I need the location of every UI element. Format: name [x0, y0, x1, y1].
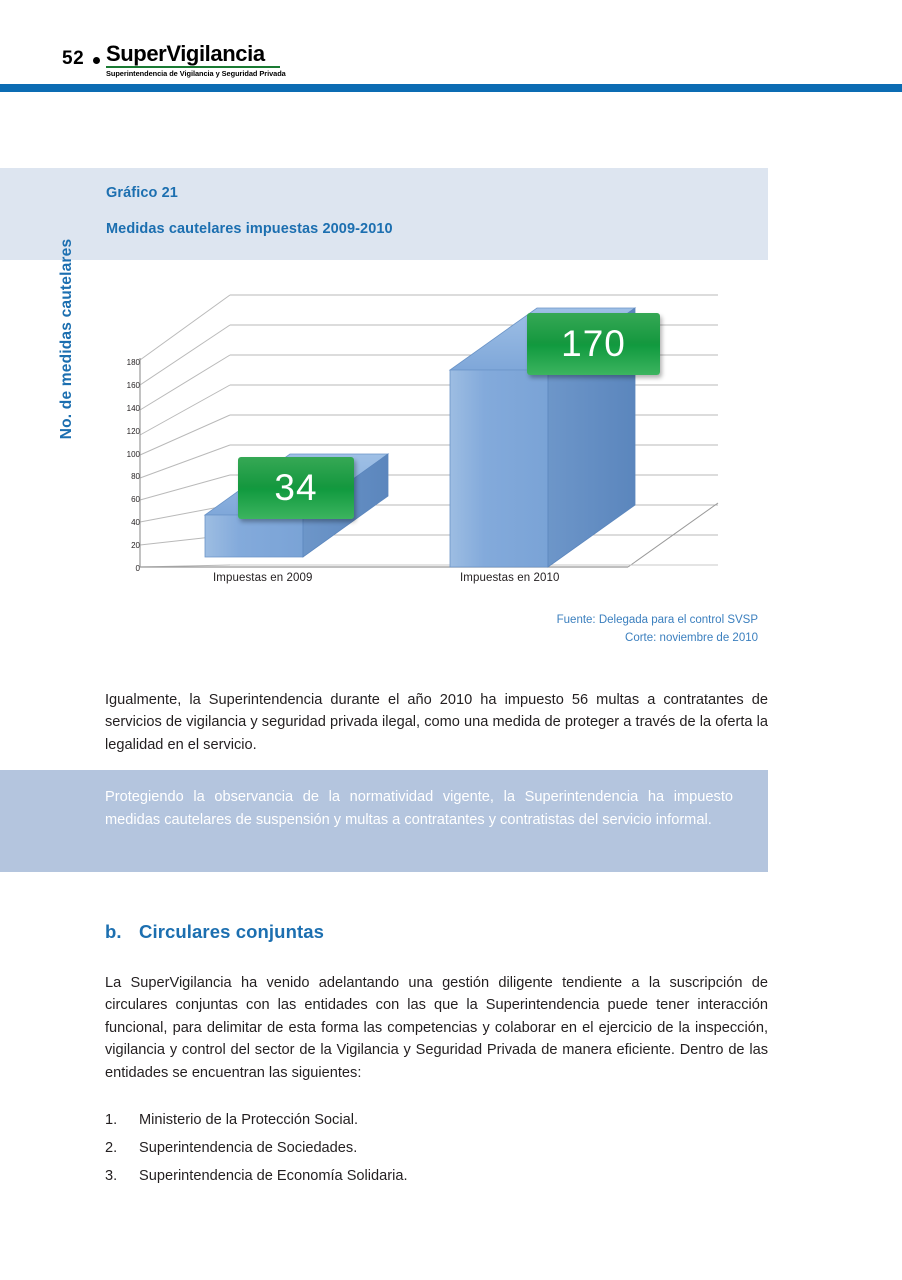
chart-plot-svg: [0, 0, 902, 620]
list-item: [105, 1162, 705, 1190]
y-axis-tick-120: 120: [126, 426, 140, 436]
source-line-2: Corte: noviembre de 2010: [625, 631, 758, 644]
list-item-marker: 2.: [105, 1140, 118, 1157]
y-axis-tick-40: 40: [131, 518, 140, 528]
paragraph-multas: Igualmente, la Superintendencia durante el año 2010 ha impuesto 56 multas a contratantes de servicios de vigilancia y seguridad privada ilegal, como una medida de proteger a través de la oferta la legalidad en el servicio.: [105, 691, 768, 753]
list-item-text: Superintendencia de Economía Solidaria.: [139, 1168, 408, 1185]
y-axis-tick-80: 80: [131, 472, 140, 482]
source-line-1: Fuente: Delegada para el control SVSP: [556, 614, 758, 626]
section-heading-circulares: [105, 921, 324, 943]
brand-subtitle: Superintendencia de Vigilancia y Seguridad Privada: [106, 68, 286, 78]
list-item-marker: 1.: [105, 1112, 118, 1128]
y-axis-tick-160: 160: [126, 380, 140, 390]
y-axis-tick-180: 180: [126, 358, 140, 367]
highlight-callout-text: Protegiendo la observancia de la normatividad vigente, la Superintendencia ha impuesto medidas cautelares de suspensión y multas a contratantes y contratistas del servicio informal.: [105, 789, 733, 828]
y-axis-tick-140: 140: [126, 403, 140, 413]
brand-name: SuperVigilancia: [106, 41, 265, 66]
section-letter: b.: [105, 921, 122, 943]
entities-list: [105, 1106, 705, 1190]
y-axis-tick-0: 0: [135, 564, 140, 573]
page-number: 52: [62, 48, 85, 69]
y-axis-title: No. de medidas cautelares: [58, 238, 75, 440]
y-axis-tick-60: 60: [131, 495, 140, 505]
section-title: Circulares conjuntas: [139, 921, 325, 943]
chart-source-note: [360, 612, 758, 648]
list-item: [105, 1134, 705, 1162]
paragraph-circulares: La SuperVigilancia ha venido adelantando una gestión diligente tendiente a la suscripción de circulares conjuntas con las entidades con las que la Superintendencia puede tener interacción funcional, para delimitar de esta forma las competencias y colaborar en el ejercicio de la inspección, vigilancia y control del sector de la Vigilancia y Seguridad Privada de manera eficiente. Dentro de las entidades se encuentran las siguientes:: [105, 974, 768, 1082]
data-label-2010: 170: [527, 313, 660, 375]
list-item: [105, 1106, 705, 1134]
data-label-2009: 34: [238, 457, 354, 519]
list-item-marker: 3.: [105, 1168, 118, 1185]
y-axis-tick-100: 100: [126, 449, 140, 459]
list-item-text: Superintendencia de Sociedades.: [139, 1140, 358, 1157]
category-label-2009: Impuestas en 2009: [213, 572, 313, 584]
figure-title: Medidas cautelares impuestas 2009-2010: [106, 221, 393, 237]
list-item-text: Ministerio de la Protección Social.: [139, 1112, 359, 1128]
category-label-2010: Impuestas en 2010: [460, 572, 560, 584]
y-axis-tick-20: 20: [131, 541, 140, 551]
figure-label: Gráfico 21: [106, 185, 178, 201]
